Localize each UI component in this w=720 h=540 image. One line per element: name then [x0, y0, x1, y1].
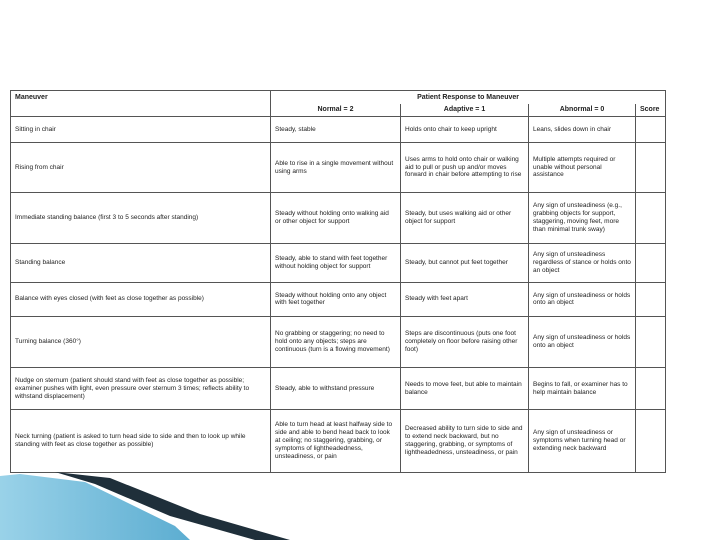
normal-cell: Able to rise in a single movement without using arms: [271, 143, 401, 192]
score-cell: [636, 368, 666, 410]
abnormal-cell: Any sign of unsteadiness (e.g., grabbing objects for support, staggering, moving feet, more than minimal trunk sway): [529, 192, 636, 243]
adaptive-cell: Needs to move feet, but able to maintain balance: [401, 368, 529, 410]
normal-cell: Able to turn head at least halfway side to side and able to bend head back to look at ceiling; no staggering, grabbing, or symptoms of lightheadedness, unsteadiness, or pain: [271, 410, 401, 473]
normal-cell: No grabbing or staggering; no need to hold onto any objects; steps are continuous (turn is a flowing movement): [271, 316, 401, 367]
abnormal-cell: Multiple attempts required or unable without personal assistance: [529, 143, 636, 192]
response-group-header: Patient Response to Maneuver: [271, 91, 666, 104]
normal-cell: Steady, able to withstand pressure: [271, 368, 401, 410]
maneuver-cell: Turning balance (360°): [11, 316, 271, 367]
maneuver-cell: Standing balance: [11, 243, 271, 282]
slide-corner-ribbon: [0, 460, 720, 540]
table-row: [11, 283, 666, 317]
abnormal-cell: Any sign of unsteadiness regardless of stance or holds onto an object: [529, 243, 636, 282]
normal-cell: Steady without holding onto walking aid or other object for support: [271, 192, 401, 243]
score-cell: [636, 243, 666, 282]
maneuver-cell: Sitting in chair: [11, 116, 271, 143]
table-row: [11, 243, 666, 282]
adaptive-cell: Holds onto chair to keep upright: [401, 116, 529, 143]
score-cell: [636, 283, 666, 317]
maneuver-header: Maneuver: [11, 91, 271, 117]
abnormal-cell: Any sign of unsteadiness or symptoms when turning head or extending neck backward: [529, 410, 636, 473]
score-cell: [636, 143, 666, 192]
table-row: [11, 316, 666, 367]
adaptive-cell: Steps are discontinuous (puts one foot completely on floor before raising other foot): [401, 316, 529, 367]
normal-header: Normal = 2: [271, 104, 401, 116]
assessment-table: [10, 90, 666, 473]
abnormal-header: Abnormal = 0: [529, 104, 636, 116]
table-row: [11, 116, 666, 143]
adaptive-cell: Uses arms to hold onto chair or walking aid to pull or push up and/or moves forward in chair before attempting to rise: [401, 143, 529, 192]
table-row: [11, 368, 666, 410]
maneuver-cell: Immediate standing balance (first 3 to 5 seconds after standing): [11, 192, 271, 243]
maneuver-cell: Rising from chair: [11, 143, 271, 192]
abnormal-cell: Leans, slides down in chair: [529, 116, 636, 143]
normal-cell: Steady, stable: [271, 116, 401, 143]
maneuver-cell: Balance with eyes closed (with feet as close together as possible): [11, 283, 271, 317]
table-header-row: [11, 91, 666, 104]
maneuver-cell: Nudge on sternum (patient should stand with feet as close together as possible; examiner pushes with light, even pressure over sternum 3 times; reflects ability to withstand displacement): [11, 368, 271, 410]
adaptive-cell: Steady, but cannot put feet together: [401, 243, 529, 282]
abnormal-cell: Begins to fall, or examiner has to help maintain balance: [529, 368, 636, 410]
table-row: [11, 143, 666, 192]
adaptive-cell: Decreased ability to turn side to side and to extend neck backward, but no staggering, grabbing, or symptoms of lightheadedness, unsteadiness, or pain: [401, 410, 529, 473]
adaptive-cell: Steady, but uses walking aid or other object for support: [401, 192, 529, 243]
abnormal-cell: Any sign of unsteadiness or holds onto an object: [529, 283, 636, 317]
normal-cell: Steady, able to stand with feet together without holding object for support: [271, 243, 401, 282]
abnormal-cell: Any sign of unsteadiness or holds onto an object: [529, 316, 636, 367]
score-cell: [636, 116, 666, 143]
normal-cell: Steady without holding onto any object with feet together: [271, 283, 401, 317]
adaptive-header: Adaptive = 1: [401, 104, 529, 116]
score-header: Score: [636, 104, 666, 116]
score-cell: [636, 316, 666, 367]
table-row: [11, 192, 666, 243]
adaptive-cell: Steady with feet apart: [401, 283, 529, 317]
score-cell: [636, 192, 666, 243]
maneuver-cell: Neck turning (patient is asked to turn head side to side and then to look up while standing with feet as close together as possible): [11, 410, 271, 473]
